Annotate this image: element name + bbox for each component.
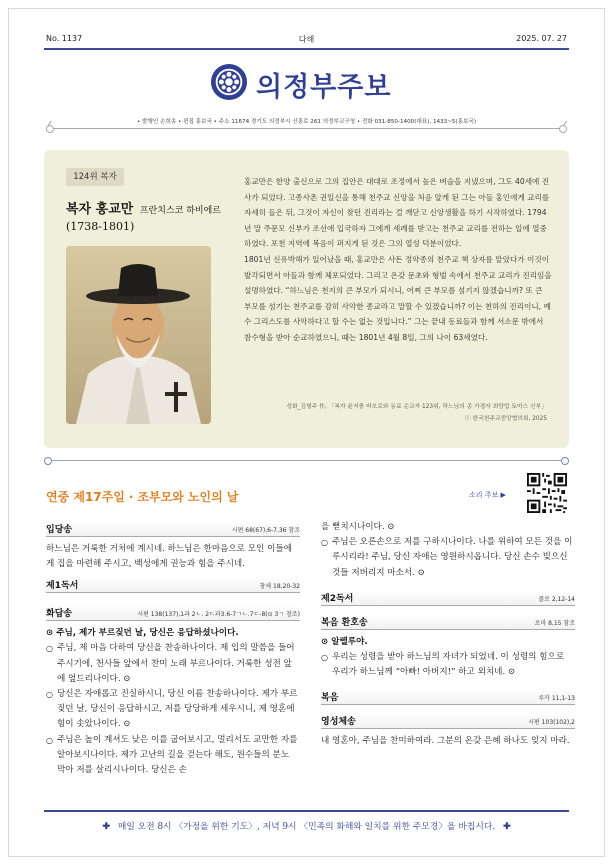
section-reference: 시편 68(67),6-7.36 참조	[231, 527, 300, 534]
section-heading: 제1독서	[46, 581, 79, 592]
liturgical-year: 다해	[298, 35, 315, 44]
masthead	[0, 63, 613, 103]
verse-text: 우리는 성령을 받아 하느님의 자녀가 되었네. 이 성령의 힘으로 우리가 하느님께 “아빠! 아버지!” 하고 외치네. ⊙	[332, 651, 565, 678]
communion-antiphon-header	[321, 712, 575, 729]
image-credit	[286, 401, 547, 425]
title-separator: ·	[128, 490, 134, 504]
liturgy-title	[46, 488, 239, 505]
psalm-verse	[46, 641, 300, 687]
biography-paragraph: 1801년 신유박해가 일어났을 때, 홍교만은 사돈 정약종의 천주교 책 상자를 맡았다가 이것이 발각되면서 아들과 함께 체포되었다. 그리고 온갖 문초와 형벌 속에서 천주교 교리가 진리임을 설명하였다. “하느님은 천지의 큰 부모가 되시니, 어찌 큰 부모를 섬기지 않겠습니까? 또 큰 부모를 섬기는 천주교를 감히 사악한 종교라고 말할 수 있겠습니까? 이는 천하의 진리이니, 예수 그리스도를 사악하다고 할 수는 없는 것입니다.” 그는 끝내 동료들과 함께 서소문 밖에서 참수형을 받아 순교하였으니, 때는 1801년 4월 8일, 그의 나이 63세였다.	[244, 254, 552, 342]
saint-biography	[244, 174, 552, 346]
section-heading: 복음	[321, 693, 339, 704]
publisher-info: • 발행인 손희송 • 편집 홍보국 • 주소 11674 경기도 의정부시 신흥로 261 의정부교구청 • 전화 031-850-1400(대표), 1433~5(홍보국)	[136, 119, 477, 125]
liturgy-right-column	[321, 520, 575, 749]
section-heading: 영성체송	[321, 717, 356, 728]
section-reference: 시편 138(137),1과 2ㄴ. 2ㄷ과3.6-7ㄱㄴ.7ㄷ-8(⊙ 3ㄱ 참조)	[137, 611, 300, 619]
saint-portrait	[66, 246, 211, 424]
entrance-antiphon-header	[46, 520, 300, 537]
verse-text: 주님은 높이 계셔도 낮은 이를 굽어보시고, 멀리서도 교만한 자를 알아보시나이다. 제가 고난의 길을 걷는다 해도, 원수들의 분노 막아 저를 살리시나이다. 당신은 손	[57, 734, 298, 776]
saint-name	[66, 198, 221, 217]
prayer-reminder	[0, 819, 613, 832]
prayer-reminder-text: 매일 오전 8시 〈가정을 위한 기도〉, 저녁 9시 〈민족의 화해와 일치를 위한 주모경〉을 바칩시다.	[117, 822, 496, 832]
section-heading: 제2독서	[321, 593, 354, 604]
verse-text: 주님은 오른손으로 저를 구하시나이다. 나를 위하여 모든 것을 이루시리라! 주님, 당신 자애는 영원하시옵니다. 당신 손수 빚으신 것들 저버리지 마소서. ⊙	[332, 537, 573, 578]
psalm-verse	[46, 733, 300, 794]
psalm-verse	[321, 535, 575, 581]
sunday-name: 연중 제17주일	[46, 490, 125, 504]
liturgy-left-column	[46, 520, 300, 794]
verse-text: 당신은 자애롭고 진실하시니, 당신 이름 찬송하나이다. 제가 부르짖던 날, 당신이 응답하시고, 저를 당당하게 세우시니, 제 영혼에 힘이 솟았나이다. ⊙	[57, 689, 298, 730]
issue-number: No. 1137	[46, 34, 83, 43]
section-reference: 창세 18,20-32	[259, 583, 300, 591]
verse-bullet-icon: ○	[46, 644, 53, 654]
saint-years: (1738-1801)	[66, 220, 135, 233]
audio-bulletin-link[interactable]: 소리 주보 ▶	[469, 491, 506, 499]
entrance-antiphon-text: 하느님은 거룩한 거처에 계시네. 하느님은 한마음으로 모인 이들에게 집을 마련해 주시고, 백성에게 권능과 힘을 주시네.	[46, 544, 292, 570]
top-rule	[44, 48, 569, 50]
psalm-verse-continued: 을 뻗치시나이다. ⊙	[321, 522, 395, 532]
verse-text: 주님, 제 마음 다하여 당신을 찬송하나이다. 제 입의 말씀을 들어 주시기에, 천사들 앞에서 찬미 노래 부르나이다. 거룩한 성전 앞에 엎드리나이다. ⊙	[57, 643, 295, 684]
section-heading: 입당송	[46, 525, 73, 535]
cross-icon: ✚	[102, 822, 110, 832]
credit-line-2: ⓒ 한국천주교중앙협의회, 2025	[464, 416, 547, 422]
psalm-refrain: ⊙ 주님, 제가 부르짖던 날, 당신은 응답하셨나이다.	[46, 628, 239, 639]
section-reference: 로마 8,15 참조	[534, 619, 575, 627]
first-reading-header	[46, 576, 300, 593]
cross-icon: ✚	[503, 822, 511, 832]
verse-bullet-icon: ○	[46, 690, 53, 700]
alleluia-refrain: ⊙ 알렐루야.	[321, 636, 368, 647]
alleluia-header	[321, 613, 575, 630]
bottom-rule	[44, 810, 569, 812]
gospel-header	[321, 688, 575, 705]
psalm-verse	[46, 687, 300, 733]
qr-code-icon[interactable]	[527, 473, 567, 513]
biography-paragraph: 홍교만은 한양 출신으로 그의 집안은 대대로 조정에서 높은 벼슬을 지냈으며, 그도 40세에 진사가 되었다. 고종사촌 권일신을 통해 천주교 신앙을 처음 알게 된 그는 아들 홍인에게 교리를 자세히 들은 뒤, 그것이 자신이 찾던 진리라는 걸 깨닫고 신앙생활을 하기 시작하였다. 1794년 말 주문모 신부가 조선에 입국하자 그에게 세례를 받고는 천주교 교리를 전하는 일에 열중하였다. 포천 지역에 복음이 퍼지게 된 것은 그의 열성 덕분이었다.	[244, 177, 550, 249]
alleluia-verse	[321, 650, 575, 680]
section-heading: 복음 환호송	[321, 617, 368, 628]
diocese-seal-icon	[210, 63, 248, 101]
masthead-title: 의정부주보	[256, 72, 392, 103]
day-name: 조부모와 노인의 날	[137, 490, 239, 504]
credit-line-1: 성화_김형주 作, 「복자 윤지충 바오로와 동료 순교자 123위, 하느님의 종 가경자 최양업 토마스 신부」	[286, 404, 547, 410]
section-reference: 루카 11,1-13	[538, 695, 575, 703]
second-reading-header	[321, 589, 575, 606]
saint-baptismal-name: 프란치스코 하비에르	[139, 206, 221, 216]
communion-antiphon-text: 내 영혼아, 주님을 찬미하여라. 그분의 온갖 은혜 하나도 잊지 마라.	[321, 736, 570, 747]
portrait-image	[66, 246, 211, 424]
psalm-header	[46, 604, 300, 621]
section-rule	[48, 460, 565, 461]
verse-bullet-icon: ○	[46, 735, 53, 745]
section-reference: 시편 103(102),2	[528, 719, 575, 727]
saint-panel	[44, 150, 569, 448]
verse-bullet-icon: ○	[321, 538, 328, 548]
verse-bullet-icon: ○	[321, 652, 328, 662]
saint-tag: 124위 복자	[66, 168, 124, 186]
section-heading: 화답송	[46, 609, 73, 620]
section-reference: 콜로 2,12-14	[538, 595, 575, 603]
issue-date: 2025. 07. 27	[516, 34, 567, 43]
info-rule	[54, 128, 559, 129]
saint-name-korean: 복자 홍교만	[66, 202, 134, 217]
